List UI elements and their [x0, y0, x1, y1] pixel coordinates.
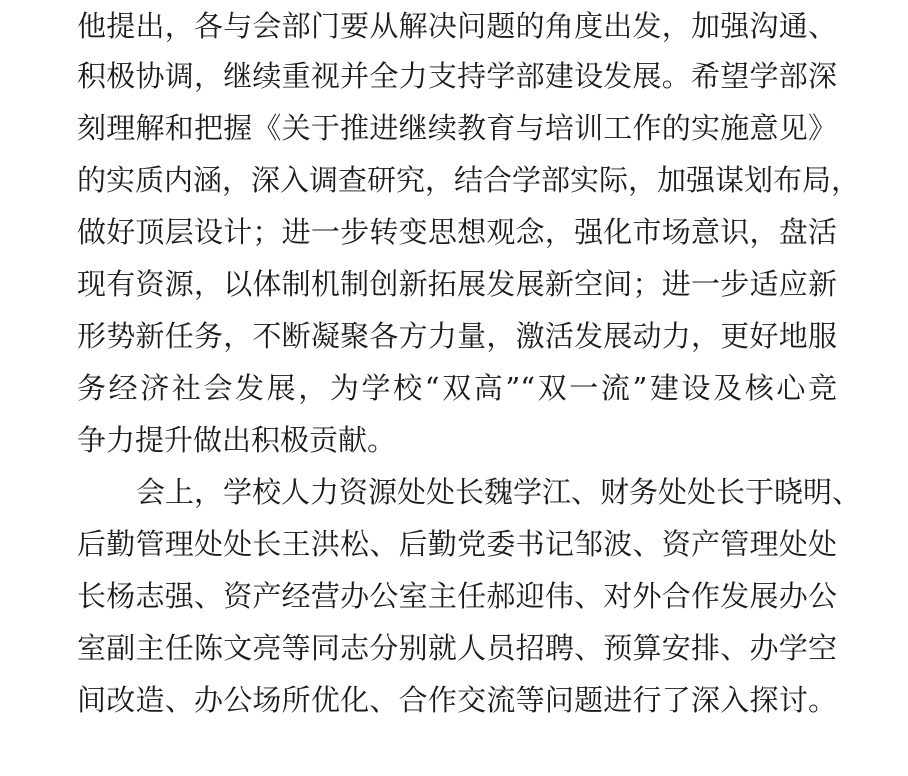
paragraph-2-line-1: 会上，学校人力资源处处长魏学江、财务处处长于晓明、: [136, 475, 862, 509]
paragraph-2-line-5: 间改造、办公场所优化、合作交流等问题进行了深入探讨。: [77, 683, 837, 717]
paragraph-1-line-9: 争力提升做出积极贡献。: [77, 423, 397, 457]
paragraph-1-line-5: 做好顶层设计；进一步转变思想观念，强化市场意识，盘活: [77, 215, 837, 249]
paragraph-1-line-7: 形势新任务，不断凝聚各方力量，激活发展动力，更好地服: [77, 319, 837, 353]
paragraph-1-line-6: 现有资源，以体制机制创新拓展发展新空间；进一步适应新: [77, 267, 837, 301]
paragraph-2-line-3: 长杨志强、资产经营办公室主任郝迎伟、对外合作发展办公: [77, 579, 837, 613]
paragraph-1-line-3: 刻理解和把握《关于推进继续教育与培训工作的实施意见》: [77, 111, 837, 145]
paragraph-2-line-4: 室副主任陈文亮等同志分别就人员招聘、预算安排、办学空: [77, 631, 837, 665]
paragraph-1-line-4: 的实质内涵，深入调查研究，结合学部实际，加强谋划布局，: [77, 163, 861, 197]
paragraph-1-line-1: 他提出，各与会部门要从解决问题的角度出发，加强沟通、: [77, 9, 837, 43]
paragraph-1-line-2: 积极协调，继续重视并全力支持学部建设发展。希望学部深: [77, 59, 837, 93]
paragraph-1-line-8: 务经济社会发展，为学校“双高”“双一流”建设及核心竞: [77, 371, 837, 405]
paragraph-2-line-2: 后勤管理处处长王洪松、后勤党委书记邹波、资产管理处处: [77, 527, 837, 561]
